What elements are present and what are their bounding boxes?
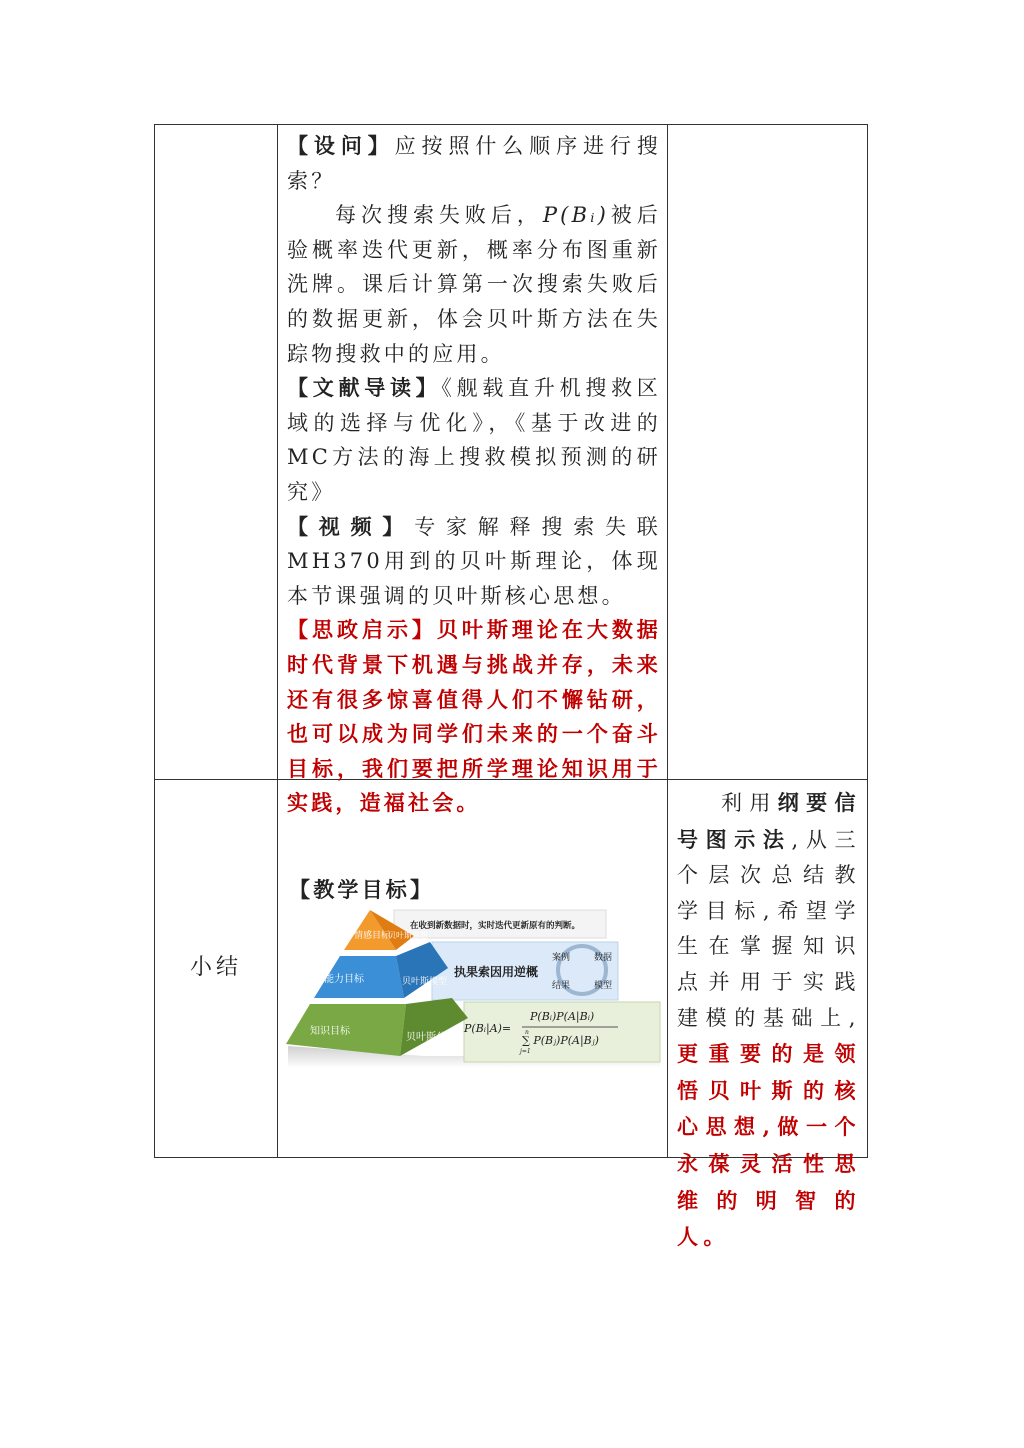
formula-numerator: P(Bᵢ)P(A|Bᵢ) [530,1010,595,1023]
update-text-post: 被后验概率迭代更新，概率分布图重新洗牌。课后计算第一次搜索失败后的数据更新，体会贝叶斯方法在失踪物搜救中的应用。 [287,203,661,366]
sum-upper-limit: n [525,1029,529,1036]
sum-lower-limit: j=1 [520,1048,531,1055]
row2-right-cell [677,785,861,1256]
update-paragraph [287,198,661,371]
cycle-data: 数据 [594,953,613,963]
literature-paragraph [287,371,661,509]
mid-bar-text: 执果索因用逆概 [454,965,539,979]
ideology-text: 贝叶斯理论在大数据时代背景下机遇与挑战并存，未来还有很多惊喜值得人们不懈钻研，也可以成为同学们未来的一个奋斗目标，我们要把所学理论知识用于实践，造福社会。 [287,617,661,816]
cycle-case: 案例 [552,953,571,963]
method-text: ,从三个层次总结教学目标,希望学生在掌握知识点并用于实践建模的基础上, [677,827,861,1030]
mid-right-label: 贝叶斯模型 [402,977,448,987]
top-right-label: 贝叶斯思想 [388,931,428,940]
posterior-formula: P(Bᵢ) [542,203,610,228]
summary-method-paragraph [677,785,861,1256]
literature-text: 《舰载直升机搜救区域的选择与优化》，《基于改进的MC方法的海上搜救模拟预测的研究》 [287,376,661,504]
video-paragraph [287,510,661,614]
mid-left-label: 能力目标 [324,974,364,985]
teaching-goal-tag: 【教学目标】 [289,877,435,902]
question-text: 应按照什么顺序进行搜索？ [287,134,662,193]
update-text-pre: 每次搜索失败后， [335,203,543,228]
summary-label: 小结 [189,955,242,980]
row1-content-cell [287,129,661,821]
ideology-paragraph [287,613,661,821]
bot-left-label: 知识目标 [310,1026,350,1037]
column-divider-2 [667,125,668,1157]
method-name: 纲要信号图示法 [677,790,861,852]
column-divider-1 [277,125,278,1157]
cycle-model: 模型 [594,981,613,991]
top-bar-text: 在收到新数据时，实时迭代更新原有的判断。 [410,921,581,931]
literature-tag: 【文献导读】 [287,375,442,401]
bot-right-label: 贝叶斯公式 [406,1032,456,1043]
video-tag: 【视频】 [287,513,415,539]
formula-denominator: ∑ P(Bⱼ)P(A|Bⱼ) [522,1034,599,1047]
method-pre: 利用 [721,791,778,815]
formula-lhs: P(Bᵢ|A)= [464,1022,512,1035]
ideology-tag: 【思政启示】 [287,617,437,643]
top-left-label: 情感目标 [354,931,391,941]
video-text: 专家解释搜索失联MH370用到的贝叶斯理论，体现本节课强调的贝叶斯核心思想。 [287,514,661,608]
cycle-result: 结果 [552,981,571,991]
question-paragraph [287,129,661,198]
method-red-text: 更重要的是领悟贝叶斯的核心思想,做一个永葆灵活性思维的明智的人。 [677,1041,861,1250]
question-tag: 【设问】 [287,133,395,158]
goal-pyramid-diagram [284,906,664,1068]
pyramid-bot-right [400,998,468,1056]
